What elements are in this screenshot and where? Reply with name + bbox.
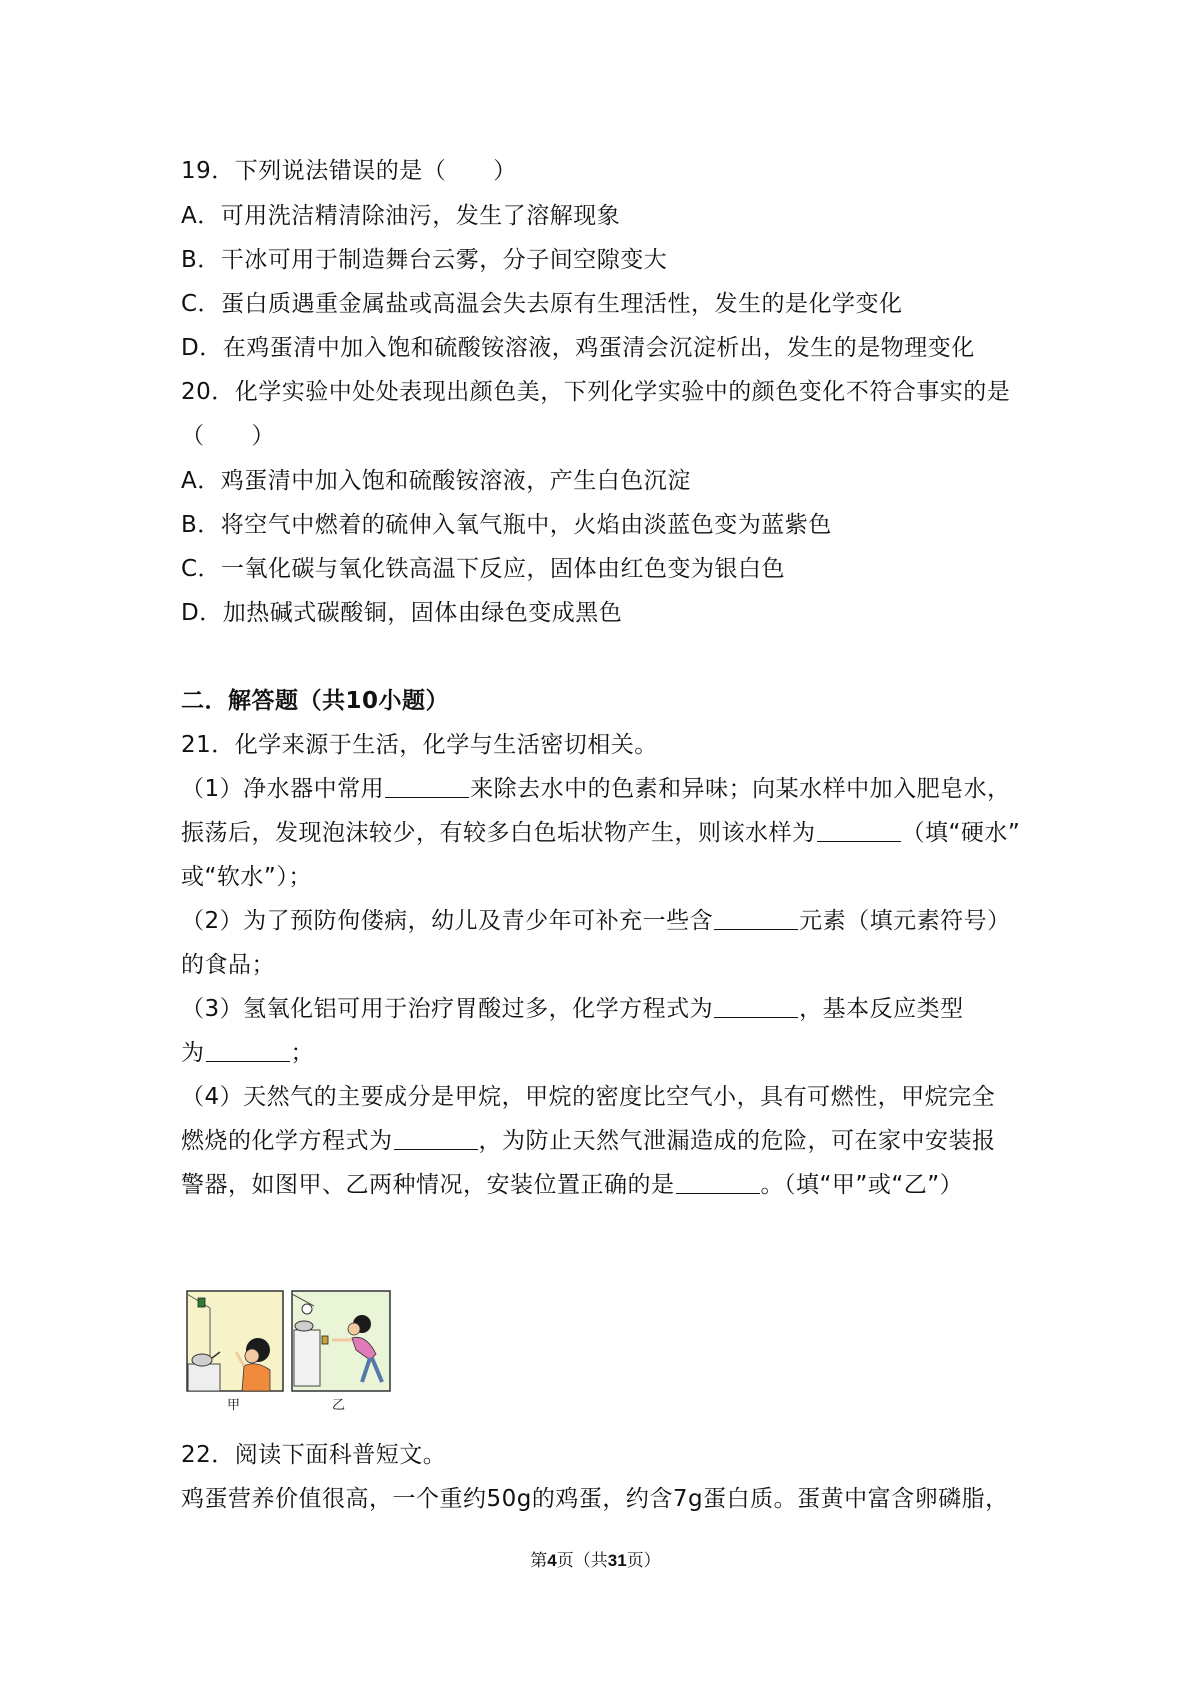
total-pages: 31 [607,1551,627,1570]
q19-option-d: D．在鸡蛋清中加入饱和硫酸铵溶液，鸡蛋清会沉淀析出，发生的是物理变化 [181,335,975,361]
q21-p4-text-a: 燃烧的化学方程式为 [181,1128,393,1154]
panel-yi-illustration [292,1291,390,1391]
footer-suffix: 页） [626,1551,661,1571]
q20-option-c: C．一氧化碳与氧化铁高温下反应，固体由红色变为银白色 [181,556,786,582]
answer-blank[interactable] [714,907,798,930]
footer-prefix: 第 [530,1551,548,1571]
q21-part1-line1 [181,774,1011,804]
answer-blank[interactable] [385,775,469,798]
q22-passage-line1: 鸡蛋营养价值很高，一个重约50g的鸡蛋，约含7g蛋白质。蛋黄中富含卵磷脂， [181,1486,1009,1512]
q20-stem: 20．化学实验中处处表现出颜色美，下列化学实验中的颜色变化不符合事实的是 [181,379,1011,405]
q21-part2-line2: 的食品； [181,952,275,978]
q21-part1-line2 [181,818,1020,848]
q20-option-a: A．鸡蛋清中加入饱和硫酸铵溶液，产生白色沉淀 [181,468,691,494]
q21-part1-line3: 或“软水”）； [181,864,312,890]
q22-stem: 22．阅读下面科普短文。 [181,1442,447,1468]
q20-stem-cont: （ ） [181,423,275,449]
q19-option-a: A．可用洗洁精清除油污，发生了溶解现象 [181,203,621,229]
page-number: 4 [547,1551,557,1570]
q21-p1-text-b: 来除去水中的色素和异味；向某水样中加入肥皂水， [470,776,1011,802]
q21-p3-text-d: ； [290,1040,314,1066]
q21-p3-text-c: 为 [181,1040,205,1066]
alarm-placement-figure [186,1290,420,1413]
q21-p2-text-b: 元素（填元素符号） [799,908,1011,934]
q21-p4-text-d: 。（填“甲”或“乙”） [760,1172,964,1198]
answer-blank[interactable] [394,1127,478,1150]
q21-p1-text-c: 振荡后，发现泡沫较少，有较多白色垢状物产生，则该水样为 [181,820,816,846]
figure-illustration [186,1290,420,1394]
page-footer [0,1546,1191,1571]
q19-stem: 19．下列说法错误的是（ ） [181,158,517,184]
answer-blank[interactable] [714,995,798,1018]
q21-p1-text-a: （1）净水器中常用 [181,776,385,802]
q21-p3-text-a: （3）氢氧化铝可用于治疗胃酸过多，化学方程式为 [181,996,714,1022]
answer-blank[interactable] [817,819,901,842]
q19-option-c: C．蛋白质遇重金属盐或高温会失去原有生理活性，发生的是化学变化 [181,291,903,317]
q19-option-b: B．干冰可用于制造舞台云雾，分子间空隙变大 [181,247,668,273]
panel-jia-illustration [187,1291,283,1391]
q21-part2-line1 [181,906,1011,936]
q21-part4-line2 [181,1126,996,1156]
q21-part3-line1 [181,994,964,1024]
q21-part4-line3 [181,1170,963,1200]
q20-option-b: B．将空气中燃着的硫伸入氧气瓶中，火焰由淡蓝色变为蓝紫色 [181,512,832,538]
section-heading: 二．解答题（共10小题） [181,688,450,714]
answer-blank[interactable] [676,1171,760,1194]
answer-blank[interactable] [206,1039,290,1062]
q21-p4-text-c: 警器，如图甲、乙两种情况，安装位置正确的是 [181,1172,675,1198]
q21-stem: 21．化学来源于生活，化学与生活密切相关。 [181,732,658,758]
q21-part4-line1: （4）天然气的主要成分是甲烷，甲烷的密度比空气小，具有可燃性，甲烷完全 [181,1084,996,1110]
q21-p2-text-a: （2）为了预防佝偻病，幼儿及青少年可补充一些含 [181,908,714,934]
q21-p4-text-b: ，为防止天然气泄漏造成的危险，可在家中安装报 [478,1128,996,1154]
q21-p1-text-d: （填“硬水” [901,820,1021,846]
footer-middle: 页（共 [556,1551,608,1571]
figure-label-yi: 乙 [332,1398,346,1413]
figure-label-jia: 甲 [227,1398,241,1413]
q21-p3-text-b: ，基本反应类型 [799,996,964,1022]
q21-part3-line2 [181,1038,314,1068]
q20-option-d: D．加热碱式碳酸铜，固体由绿色变成黑色 [181,600,623,626]
